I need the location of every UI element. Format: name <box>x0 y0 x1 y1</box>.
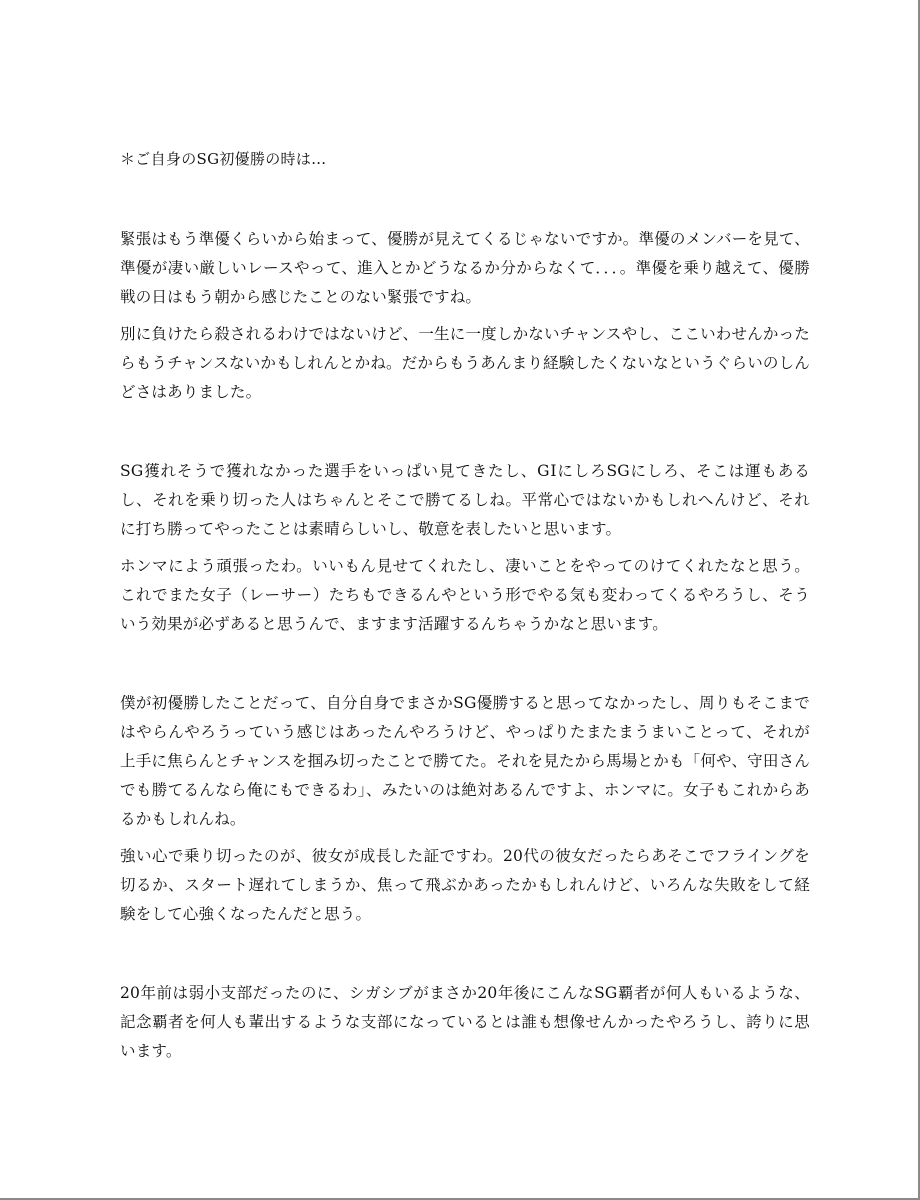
text-section-2 <box>120 457 810 639</box>
paragraph: 強い心で乗り切ったのが、彼女が成長した証ですわ。20代の彼女だったらあそこでフライングを切るか、スタート遅れてしまうか、焦って飛ぶかあったかもしれんけど、いろんな失敗をして経験をして心強くなったんだと思う。 <box>120 847 810 923</box>
paragraph: 20年前は弱小支部だったのに、シガシブがまさか20年後にこんなSG覇者が何人もいるような、記念覇者を何人も輩出するような支部になっているとは誰も想像せんかったやろうし、誇りに思います。 <box>120 984 810 1060</box>
paragraph: 緊張はもう準優くらいから始まって、優勝が見えてくるじゃないですか。準優のメンバーを見て、準優が凄い厳しいレースやって、進入とかどうなるか分からなくて．．．。準優を乗り越えて、優勝戦の日はもう朝から感じたことのない緊張ですね。 <box>120 230 810 306</box>
document-body <box>120 148 810 1116</box>
text-section-1 <box>120 225 810 407</box>
text-section-3 <box>120 689 810 929</box>
paragraph: 僕が初優勝したことだって、自分自身でまさかSG優勝すると思ってなかったし、周りもそこまではやらんやろうっていう感じはあったんやろうけど、やっぱりたまたまうまいことって、それが上手に焦らんとチャンスを掴み切ったことで勝てた。それを見たから馬場とかも「何や、守田さんでも勝てるんなら俺にもできるわ」、みたいのは絶対あるんですよ、ホンマに。女子もこれからあるかもしれんね。 <box>120 694 810 828</box>
paragraph: ホンマによう頑張ったわ。いいもん見せてくれたし、凄いことをやってのけてくれたなと思う。これでまた女子（レーサー）たちもできるんやという形でやる気も変わってくるやろうし、そういう効果が必ずあると思うんで、ますます活躍するんちゃうかなと思います。 <box>120 557 810 633</box>
paragraph: 別に負けたら殺されるわけではないけど、一生に一度しかないチャンスやし、ここいわせんかったらもうチャンスないかもしれんとかね。だからもうあんまり経験したくないなというぐらいのしんどさはありました。 <box>120 325 810 401</box>
paragraph: SG獲れそうで獲れなかった選手をいっぱい見てきたし、GⅠにしろSGにしろ、そこは運もあるし、それを乗り切った人はちゃんとそこで勝てるしね。平常心ではないかもしれへんけど、それに打ち勝ってやったことは素晴らしいし、敬意を表したいと思います。 <box>120 462 810 538</box>
section-heading: ＊ご自身のSG初優勝の時は… <box>120 150 327 168</box>
text-section-4 <box>120 979 810 1066</box>
